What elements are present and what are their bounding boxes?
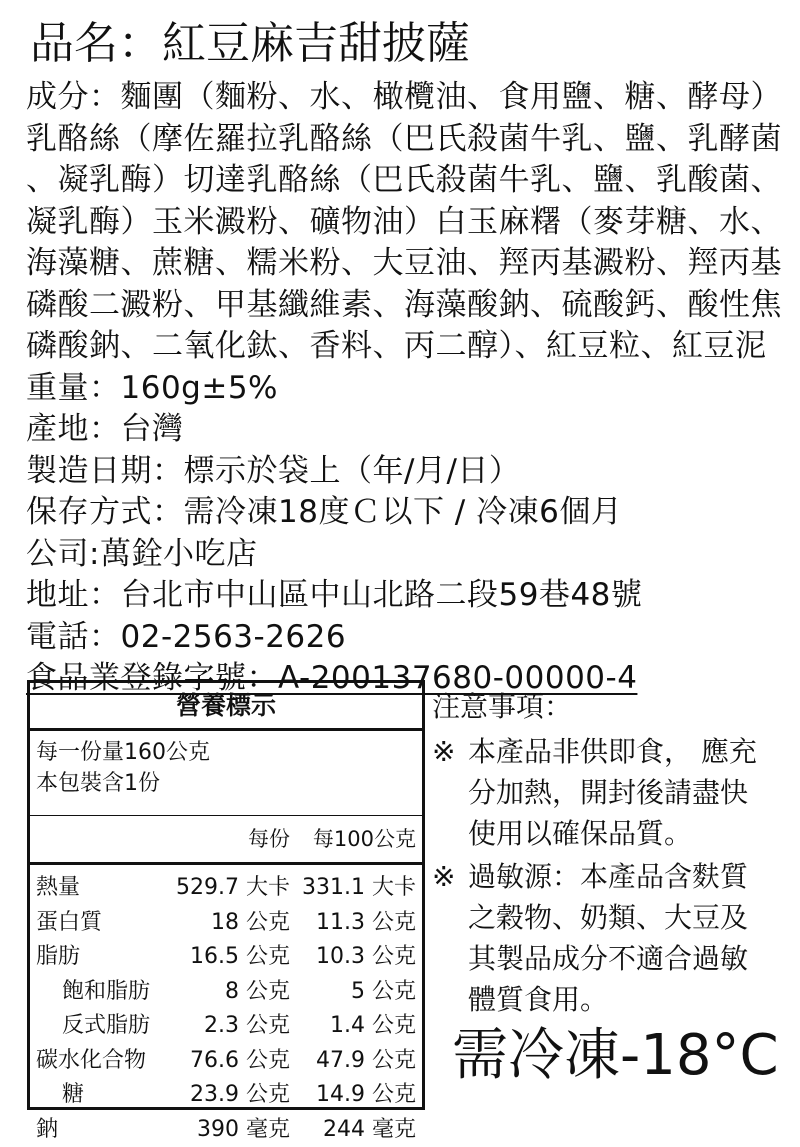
- notice-line: 分加熱，開封後請盡快: [468, 772, 782, 813]
- product-title: 品名：紅豆麻吉甜披薩: [30, 14, 470, 74]
- nutrition-row: [30, 1113, 422, 1147]
- notice-line: 其製品成分不適合過敏: [468, 938, 782, 979]
- nutrient-per-serving: 16.5 公克: [190, 940, 290, 975]
- notice-item: [432, 731, 782, 854]
- product-info: [26, 77, 786, 700]
- serving-info: [30, 731, 422, 816]
- address-line: 地址：台北市中山區中山北路二段59巷48號: [26, 575, 786, 617]
- ingredients-line: 海藻糖、蔗糖、糯米粉、大豆油、羥丙基澱粉、羥丙基: [26, 243, 786, 285]
- ingredients-line: 凝乳酶）玉米澱粉、礦物油）白玉麻糬（麥芽糖、水、: [26, 202, 786, 244]
- notice-line: 使用以確保品質。: [468, 813, 782, 854]
- nutrient-per-100g: 47.9 公克: [316, 1044, 416, 1079]
- ingredients-line: 磷酸二澱粉、甲基纖維素、海藻酸鈉、硫酸鈣、酸性焦: [26, 285, 786, 327]
- notice-block: [432, 686, 782, 1020]
- reference-mark-icon: ※: [432, 856, 455, 897]
- notice-line: 本產品非供即食， 應充: [468, 731, 782, 772]
- nutrition-rows: [30, 865, 422, 1147]
- serving-size: 每一份量160公克: [36, 737, 416, 768]
- nutrient-name: 反式脂肪: [62, 1009, 150, 1044]
- license-line: 食品業登錄字號：A-200137680-00000-4: [26, 658, 786, 700]
- nutrition-row: [30, 906, 422, 941]
- ingredients-line: 、凝乳酶）切達乳酪絲（巴氏殺菌牛乳、鹽、乳酸菌、: [26, 160, 786, 202]
- weight-line: 重量：160g±5%: [26, 368, 786, 410]
- notice-line: 之穀物、奶類、大豆及: [468, 897, 782, 938]
- nutrient-name: 蛋白質: [36, 906, 102, 941]
- nutrient-per-100g: 5 公克: [351, 975, 416, 1010]
- nutrition-row: [30, 975, 422, 1010]
- mfg-date-line: 製造日期：標示於袋上（年/月/日）: [26, 451, 786, 493]
- nutrient-per-100g: 1.4 公克: [330, 1009, 416, 1044]
- nutrient-per-serving: 390 毫克: [197, 1113, 290, 1147]
- nutrition-title: 營養標示: [30, 683, 422, 731]
- nutrient-per-serving: 2.3 公克: [204, 1009, 290, 1044]
- nutrient-per-100g: 331.1 大卡: [302, 871, 416, 906]
- reference-mark-icon: ※: [432, 731, 455, 772]
- ingredients-line: 成分：麵團（麵粉、水、橄欖油、食用鹽、糖、酵母）: [26, 77, 786, 119]
- col-per-100g: 每100公克: [313, 816, 416, 862]
- phone-line: 電話：02-2563-2626: [26, 617, 786, 659]
- company-line: 公司:萬銓小吃店: [26, 534, 786, 576]
- nutrient-name: 熱量: [36, 871, 80, 906]
- ingredients-line: 乳酪絲（摩佐羅拉乳酪絲（巴氏殺菌牛乳、鹽、乳酵菌: [26, 119, 786, 161]
- ingredients-block: [26, 77, 786, 368]
- nutrition-row: [30, 1044, 422, 1079]
- nutrient-name: 脂肪: [36, 940, 80, 975]
- storage-line: 保存方式：需冷凍18度Ｃ以下 / 冷凍6個月: [26, 492, 786, 534]
- nutrition-row: [30, 940, 422, 975]
- origin-line: 產地：台灣: [26, 409, 786, 451]
- nutrient-per-serving: 76.6 公克: [190, 1044, 290, 1079]
- nutrient-name: 鈉: [36, 1113, 58, 1147]
- col-per-serving: 每份: [248, 816, 290, 862]
- servings-per-pack: 本包裝含1份: [36, 768, 416, 799]
- notice-item: [432, 856, 782, 1020]
- nutrient-per-serving: 529.7 大卡: [176, 871, 290, 906]
- nutrition-row: [30, 1009, 422, 1044]
- nutrition-row: [30, 871, 422, 906]
- nutrient-name: 飽和脂肪: [62, 975, 150, 1010]
- notice-line: 過敏源：本產品含麩質: [468, 856, 782, 897]
- ingredients-line: 磷酸鈉、二氧化鈦、香料、丙二醇）、紅豆粒、紅豆泥: [26, 326, 786, 368]
- nutrient-per-serving: 8 公克: [225, 975, 290, 1010]
- nutrient-per-serving: 23.9 公克: [190, 1078, 290, 1113]
- nutrient-per-100g: 10.3 公克: [316, 940, 416, 975]
- nutrient-per-100g: 14.9 公克: [316, 1078, 416, 1113]
- nutrient-name: 糖: [62, 1078, 84, 1113]
- nutrient-per-100g: 11.3 公克: [316, 906, 416, 941]
- notice-line: 體質食用。: [468, 979, 782, 1020]
- notice-title: 注意事項：: [432, 686, 782, 727]
- nutrient-name: 碳水化合物: [36, 1044, 146, 1079]
- nutrition-table: [27, 680, 425, 1110]
- nutrient-per-serving: 18 公克: [211, 906, 290, 941]
- frozen-label: 需冷凍-18°C: [452, 1016, 779, 1096]
- nutrient-per-100g: 244 毫克: [323, 1113, 416, 1147]
- nutrition-row: [30, 1078, 422, 1113]
- nutrition-header: [30, 816, 422, 865]
